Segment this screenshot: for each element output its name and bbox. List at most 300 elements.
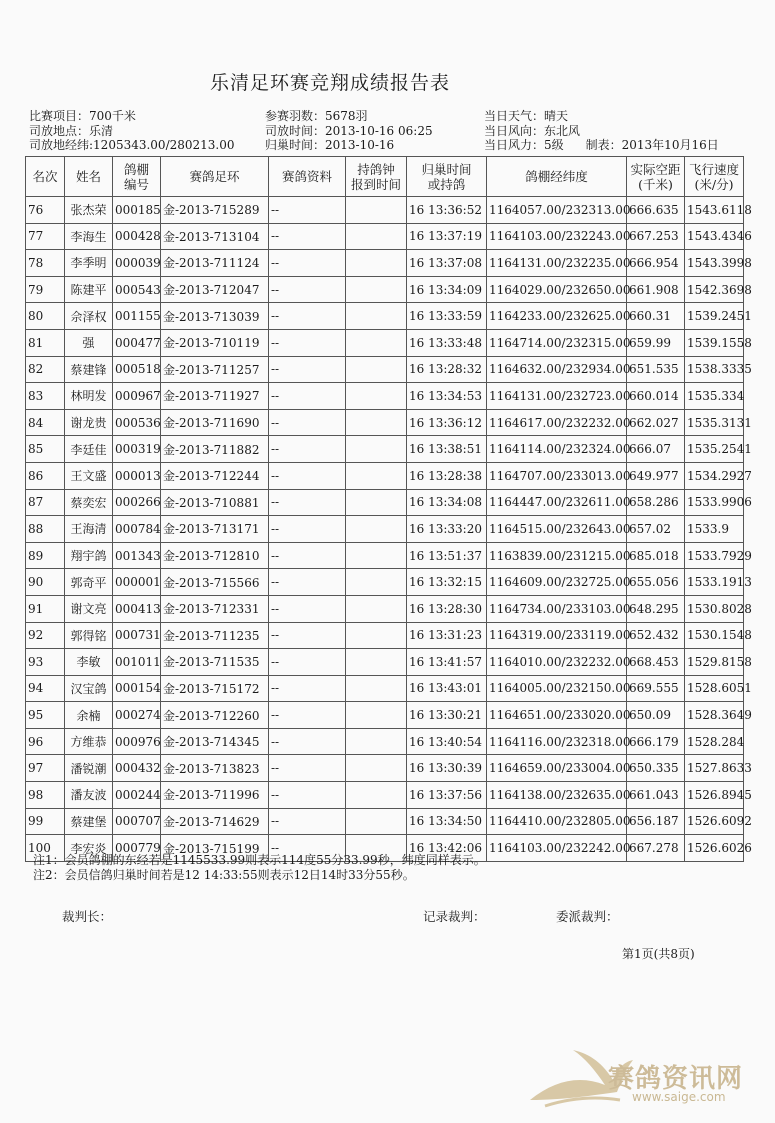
header-loft-coords: 鸽棚经纬度 [487,157,627,197]
cell-loft-id: 001155 [113,303,161,330]
cell-loft-coords: 1164114.00/232324.00 [487,436,627,463]
cell-ring-number: 金-2013-711235 [161,622,269,649]
cell-rank: 78 [26,250,65,277]
cell-loft-coords: 1164515.00/232643.00 [487,516,627,543]
cell-loft-id: 000477 [113,329,161,356]
cell-clock-time [346,489,407,516]
cell-distance: 669.555 [627,675,685,702]
table-row [26,622,744,649]
weather: 当日天气：晴天 [484,109,569,123]
cell-pigeon-info: -- [269,250,346,277]
cell-rank: 84 [26,409,65,436]
cell-rank: 83 [26,383,65,410]
cell-pigeon-info: -- [269,649,346,676]
cell-name: 潘友波 [65,782,113,809]
cell-ring-number: 金-2013-715289 [161,197,269,224]
cell-speed: 1533.9 [685,516,744,543]
cell-arrival-time: 16 13:30:39 [407,755,487,782]
cell-rank: 76 [26,197,65,224]
cell-ring-number: 金-2013-712331 [161,595,269,622]
cell-loft-id: 000274 [113,702,161,729]
cell-distance: 660.31 [627,303,685,330]
cell-speed: 1535.334 [685,383,744,410]
cell-rank: 92 [26,622,65,649]
cell-ring-number: 金-2013-711535 [161,649,269,676]
cell-rank: 88 [26,516,65,543]
cell-arrival-time: 16 13:34:50 [407,808,487,835]
cell-ring-number: 金-2013-711996 [161,782,269,809]
table-row [26,649,744,676]
cell-clock-time [346,702,407,729]
cell-loft-coords: 1164103.00/232242.00 [487,835,627,862]
cell-speed: 1535.3131 [685,409,744,436]
cell-name: 谢龙贵 [65,409,113,436]
table-row [26,595,744,622]
header-rank: 名次 [26,157,65,197]
cell-loft-coords: 1164707.00/233013.00 [487,462,627,489]
cell-arrival-time: 16 13:28:30 [407,595,487,622]
cell-arrival-time: 16 13:42:06 [407,835,487,862]
cell-name: 汉宝鸽 [65,675,113,702]
header-ring-number: 赛鸽足环 [161,157,269,197]
table-row [26,702,744,729]
cell-distance: 650.335 [627,755,685,782]
cell-name: 张杰荣 [65,197,113,224]
cell-rank: 94 [26,675,65,702]
cell-loft-id: 000976 [113,728,161,755]
cell-name: 蔡建锋 [65,356,113,383]
table-row [26,250,744,277]
cell-ring-number: 金-2013-715199 [161,835,269,862]
cell-name: 王海清 [65,516,113,543]
cell-pigeon-info: -- [269,276,346,303]
cell-distance: 667.278 [627,835,685,862]
cell-clock-time [346,383,407,410]
table-row [26,329,744,356]
cell-clock-time [346,436,407,463]
cell-loft-id: 000013 [113,462,161,489]
cell-name: 陈建平 [65,276,113,303]
cell-ring-number: 金-2013-711882 [161,436,269,463]
cell-rank: 85 [26,436,65,463]
cell-name: 林明发 [65,383,113,410]
cell-loft-coords: 1164131.00/232235.00 [487,250,627,277]
cell-pigeon-info: -- [269,462,346,489]
cell-speed: 1526.6092 [685,808,744,835]
cell-clock-time [346,516,407,543]
cell-pigeon-info: -- [269,595,346,622]
cell-arrival-time: 16 13:36:12 [407,409,487,436]
cell-arrival-time: 16 13:33:48 [407,329,487,356]
cell-clock-time [346,276,407,303]
cell-clock-time [346,675,407,702]
delegate-referee: 委派裁判： [556,909,619,924]
cell-arrival-time: 16 13:40:54 [407,728,487,755]
cell-arrival-time: 16 13:34:08 [407,489,487,516]
cell-name: 李宏炎 [65,835,113,862]
cell-pigeon-info: -- [269,622,346,649]
cell-pigeon-info: -- [269,489,346,516]
cell-name: 李廷佳 [65,436,113,463]
table-row [26,569,744,596]
cell-loft-id: 000154 [113,675,161,702]
cell-name: 李海生 [65,223,113,250]
table-row [26,223,744,250]
table-row [26,409,744,436]
cell-clock-time [346,329,407,356]
cell-clock-time [346,462,407,489]
cell-ring-number: 金-2013-711124 [161,250,269,277]
cell-speed: 1538.3335 [685,356,744,383]
cell-distance: 651.535 [627,356,685,383]
cell-speed: 1528.284 [685,728,744,755]
cell-loft-coords: 1164138.00/232635.00 [487,782,627,809]
cell-speed: 1528.6051 [685,675,744,702]
cell-loft-coords: 1164057.00/232313.00 [487,197,627,224]
cell-name: 方维恭 [65,728,113,755]
cell-arrival-time: 16 13:30:21 [407,702,487,729]
cell-name: 郭奇平 [65,569,113,596]
note-1: 注1：会员鸽棚的东经若是1145533.99则表示114度55分33.99秒，纬度同样表示。 [33,853,486,867]
cell-distance: 657.02 [627,516,685,543]
cell-speed: 1530.1548 [685,622,744,649]
cell-loft-id: 000185 [113,197,161,224]
cell-rank: 95 [26,702,65,729]
note-2: 注2：会员信鸽归巢时间若是12 14:33:55则表示12日14时33分55秒。 [33,868,415,882]
cell-distance: 648.295 [627,595,685,622]
cell-rank: 86 [26,462,65,489]
cell-pigeon-info: -- [269,329,346,356]
cell-loft-id: 000266 [113,489,161,516]
cell-distance: 662.027 [627,409,685,436]
cell-distance: 656.187 [627,808,685,835]
cell-pigeon-info: -- [269,728,346,755]
cell-arrival-time: 16 13:31:23 [407,622,487,649]
cell-loft-id: 000432 [113,755,161,782]
cell-clock-time [346,197,407,224]
cell-rank: 77 [26,223,65,250]
header-pigeon-info: 赛鸽资料 [269,157,346,197]
cell-loft-id: 000319 [113,436,161,463]
cell-name: 余楠 [65,702,113,729]
table-row [26,675,744,702]
cell-name: 李敏 [65,649,113,676]
table-row [26,436,744,463]
header-clock-time: 持鸽钟 报到时间 [346,157,407,197]
cell-pigeon-info: -- [269,675,346,702]
cell-ring-number: 金-2013-711257 [161,356,269,383]
cell-distance: 661.908 [627,276,685,303]
cell-distance: 666.635 [627,197,685,224]
cell-loft-coords: 1164714.00/232315.00 [487,329,627,356]
table-row [26,782,744,809]
cell-speed: 1543.4346 [685,223,744,250]
cell-clock-time [346,622,407,649]
cell-ring-number: 金-2013-713104 [161,223,269,250]
cell-ring-number: 金-2013-715172 [161,675,269,702]
cell-arrival-time: 16 13:37:08 [407,250,487,277]
cell-ring-number: 金-2013-712260 [161,702,269,729]
cell-loft-coords: 1164103.00/232243.00 [487,223,627,250]
cell-rank: 89 [26,542,65,569]
cell-arrival-time: 16 13:36:52 [407,197,487,224]
cell-loft-id: 000413 [113,595,161,622]
cell-ring-number: 金-2013-712047 [161,276,269,303]
cell-rank: 87 [26,489,65,516]
cell-rank: 79 [26,276,65,303]
results-body [26,197,752,862]
cell-distance: 668.453 [627,649,685,676]
header-name: 姓名 [65,157,113,197]
cell-distance: 666.07 [627,436,685,463]
cell-arrival-time: 16 13:37:56 [407,782,487,809]
cell-speed: 1526.6026 [685,835,744,862]
cell-speed: 1533.9906 [685,489,744,516]
cell-loft-coords: 1164010.00/232232.00 [487,649,627,676]
cell-rank: 80 [26,303,65,330]
cell-clock-time [346,569,407,596]
cell-speed: 1528.3649 [685,702,744,729]
cell-ring-number: 金-2013-713171 [161,516,269,543]
cell-loft-id: 000543 [113,276,161,303]
cell-loft-coords: 1164005.00/232150.00 [487,675,627,702]
cell-pigeon-info: -- [269,808,346,835]
release-coords: 司放地经纬:1205343.00/280213.00 [29,138,235,153]
header-distance: 实际空距 (千米) [627,157,685,197]
cell-clock-time [346,649,407,676]
meta-right [484,109,719,153]
cell-distance: 666.954 [627,250,685,277]
cell-arrival-time: 16 13:32:15 [407,569,487,596]
cell-ring-number: 金-2013-713039 [161,303,269,330]
cell-loft-coords: 1164131.00/232723.00 [487,383,627,410]
wind-force-text: 当日风力：5级 [484,138,564,153]
cell-loft-coords: 1164447.00/232611.00 [487,489,627,516]
cell-arrival-time: 16 13:34:09 [407,276,487,303]
cell-ring-number: 金-2013-711690 [161,409,269,436]
cell-loft-id: 000779 [113,835,161,862]
cell-distance: 659.99 [627,329,685,356]
cell-name: 郭得铭 [65,622,113,649]
cell-arrival-time: 16 13:28:32 [407,356,487,383]
cell-rank: 91 [26,595,65,622]
cell-speed: 1543.3998 [685,250,744,277]
cell-loft-coords: 1164319.00/233119.00 [487,622,627,649]
cell-loft-coords: 1164029.00/232650.00 [487,276,627,303]
cell-distance: 685.018 [627,542,685,569]
cell-loft-id: 001011 [113,649,161,676]
wind-force [484,138,719,153]
cell-distance: 655.056 [627,569,685,596]
cell-loft-id: 000244 [113,782,161,809]
cell-ring-number: 金-2013-712244 [161,462,269,489]
cell-pigeon-info: -- [269,702,346,729]
cell-pigeon-info: -- [269,436,346,463]
cell-distance: 658.286 [627,489,685,516]
release-place: 司放地点：乐清 [29,123,114,138]
cell-speed: 1530.8028 [685,595,744,622]
watermark-url: www.saige.com [632,1090,726,1104]
cell-loft-id: 000784 [113,516,161,543]
cell-loft-id: 000518 [113,356,161,383]
cell-distance: 660.014 [627,383,685,410]
race-item: 比赛项目：700千米 [29,109,136,123]
wind-direction: 当日风向：东北风 [484,123,581,138]
cell-loft-coords: 1164609.00/232725.00 [487,569,627,596]
cell-speed: 1527.8633 [685,755,744,782]
cell-arrival-time: 16 13:37:19 [407,223,487,250]
cell-ring-number: 金-2013-710881 [161,489,269,516]
header-loft-id: 鸽棚 编号 [113,157,161,197]
cell-speed: 1529.8158 [685,649,744,676]
cell-loft-id: 000039 [113,250,161,277]
cell-loft-id: 000428 [113,223,161,250]
cell-pigeon-info: -- [269,409,346,436]
cell-ring-number: 金-2013-715566 [161,569,269,596]
cell-speed: 1526.8945 [685,782,744,809]
table-row [26,489,744,516]
cell-speed: 1542.3698 [685,276,744,303]
cell-loft-coords: 1164651.00/233020.00 [487,702,627,729]
table-row [26,383,744,410]
record-referee: 记录裁判： [423,909,486,924]
cell-distance: 652.432 [627,622,685,649]
table-row [26,276,744,303]
cell-rank: 98 [26,782,65,809]
cell-loft-id: 000001 [113,569,161,596]
cell-ring-number: 金-2013-712810 [161,542,269,569]
cell-rank: 97 [26,755,65,782]
cell-clock-time [346,356,407,383]
meta-left [29,109,235,153]
entry-count: 参赛羽数：5678羽 [265,109,368,123]
table-row [26,197,744,224]
return-date: 归巢时间：2013-10-16 [265,138,395,153]
cell-name: 佘泽权 [65,303,113,330]
cell-pigeon-info: -- [269,383,346,410]
cell-arrival-time: 16 13:28:38 [407,462,487,489]
cell-ring-number: 金-2013-713823 [161,755,269,782]
cell-loft-coords: 1164617.00/232232.00 [487,409,627,436]
cell-rank: 82 [26,356,65,383]
cell-loft-coords: 1164659.00/233004.00 [487,755,627,782]
cell-speed: 1533.1913 [685,569,744,596]
cell-arrival-time: 16 13:51:37 [407,542,487,569]
cell-pigeon-info: -- [269,782,346,809]
cell-ring-number: 金-2013-711927 [161,383,269,410]
table-row [26,755,744,782]
cell-pigeon-info: -- [269,223,346,250]
cell-arrival-time: 16 13:41:57 [407,649,487,676]
cell-arrival-time: 16 13:33:20 [407,516,487,543]
cell-arrival-time: 16 13:38:51 [407,436,487,463]
cell-loft-coords: 1164116.00/232318.00 [487,728,627,755]
cell-clock-time [346,409,407,436]
report-title: 乐清足环赛竞翔成绩报告表 [209,72,450,94]
cell-ring-number: 金-2013-710119 [161,329,269,356]
cell-speed: 1534.2927 [685,462,744,489]
cell-clock-time [346,728,407,755]
cell-speed: 1543.6118 [685,197,744,224]
cell-clock-time [346,542,407,569]
cell-loft-id: 001343 [113,542,161,569]
results-table [25,156,752,862]
cell-pigeon-info: -- [269,516,346,543]
cell-arrival-time: 16 13:33:59 [407,303,487,330]
cell-distance: 667.253 [627,223,685,250]
cell-name: 谢文亮 [65,595,113,622]
cell-rank: 90 [26,569,65,596]
cell-pigeon-info: -- [269,356,346,383]
cell-rank: 96 [26,728,65,755]
table-row [26,303,744,330]
cell-speed: 1539.1558 [685,329,744,356]
made-date: 制表：2013年10月16日 [585,138,719,153]
cell-pigeon-info: -- [269,835,346,862]
cell-loft-coords: 1163839.00/231215.00 [487,542,627,569]
cell-name: 强 [65,329,113,356]
cell-arrival-time: 16 13:43:01 [407,675,487,702]
cell-speed: 1535.2541 [685,436,744,463]
cell-clock-time [346,782,407,809]
cell-distance: 650.09 [627,702,685,729]
cell-name: 蔡建堡 [65,808,113,835]
cell-name: 王文盛 [65,462,113,489]
table-row [26,728,744,755]
cell-pigeon-info: -- [269,303,346,330]
table-row [26,542,744,569]
cell-arrival-time: 16 13:34:53 [407,383,487,410]
cell-clock-time [346,808,407,835]
meta-mid [265,109,433,153]
cell-loft-coords: 1164632.00/232934.00 [487,356,627,383]
cell-clock-time [346,250,407,277]
cell-ring-number: 金-2013-714345 [161,728,269,755]
cell-loft-id: 000707 [113,808,161,835]
cell-name: 李季明 [65,250,113,277]
cell-name: 翔宇鸽 [65,542,113,569]
cell-clock-time [346,755,407,782]
cell-clock-time [346,303,407,330]
cell-distance: 649.977 [627,462,685,489]
chief-referee: 裁判长： [62,909,113,924]
cell-name: 潘锐潮 [65,755,113,782]
cell-ring-number: 金-2013-714629 [161,808,269,835]
table-row [26,462,744,489]
cell-loft-coords: 1164233.00/232625.00 [487,303,627,330]
header-row [26,157,744,197]
header-arrival-time: 归巢时间 或持鸽 [407,157,487,197]
cell-rank: 99 [26,808,65,835]
cell-speed: 1539.2451 [685,303,744,330]
page-number: 第1页(共8页) [622,947,695,961]
cell-speed: 1533.7929 [685,542,744,569]
cell-loft-id: 000731 [113,622,161,649]
cell-name: 蔡奕宏 [65,489,113,516]
cell-loft-id: 000967 [113,383,161,410]
cell-loft-coords: 1164734.00/233103.00 [487,595,627,622]
header-speed: 飞行速度 (米/分) [685,157,744,197]
watermark-name: 赛鸽资讯网 [608,1064,744,1094]
table-row [26,356,744,383]
cell-clock-time [346,223,407,250]
notes [33,853,486,883]
table-row [26,808,744,835]
cell-distance: 661.043 [627,782,685,809]
cell-pigeon-info: -- [269,542,346,569]
cell-pigeon-info: -- [269,755,346,782]
cell-pigeon-info: -- [269,197,346,224]
